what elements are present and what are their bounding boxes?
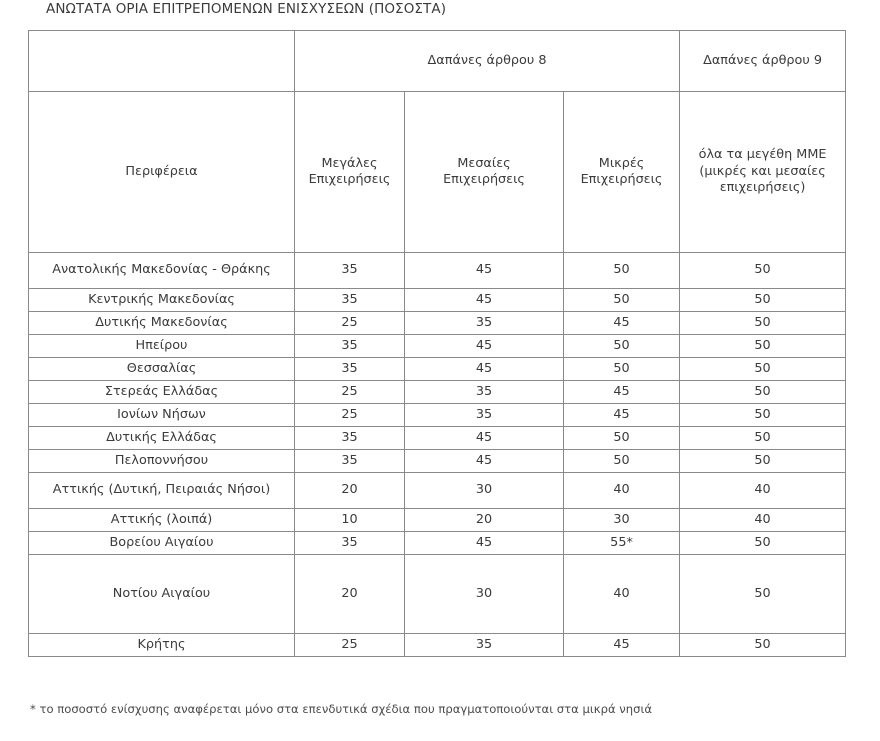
group-header-article8: Δαπάνες άρθρου 8: [295, 31, 680, 92]
cell-large: 10: [295, 509, 405, 532]
table-row: [29, 427, 846, 450]
cell-medium: 35: [405, 634, 564, 657]
cell-sme: 50: [680, 381, 846, 404]
cell-sme: 50: [680, 289, 846, 312]
cell-region: Κρήτης: [29, 634, 295, 657]
cell-medium: 45: [405, 427, 564, 450]
column-header-large-enterprises: [295, 92, 405, 253]
cell-large: 25: [295, 381, 405, 404]
cell-region: Θεσσαλίας: [29, 358, 295, 381]
cell-small: 50: [564, 289, 680, 312]
cell-region: Δυτικής Μακεδονίας: [29, 312, 295, 335]
table-row: [29, 532, 846, 555]
cell-sme: 40: [680, 509, 846, 532]
cell-small: 50: [564, 335, 680, 358]
cell-large: 25: [295, 404, 405, 427]
cell-region: Κεντρικής Μακεδονίας: [29, 289, 295, 312]
cell-sme: 50: [680, 335, 846, 358]
cell-sme: 50: [680, 312, 846, 335]
footnote: * το ποσοστό ενίσχυσης αναφέρεται μόνο στα επενδυτικά σχέδια που πραγματοποιούνται στα μικρά νησιά: [30, 702, 653, 716]
cell-medium: 30: [405, 555, 564, 634]
cell-small: 30: [564, 509, 680, 532]
cell-sme: 50: [680, 253, 846, 289]
column-header-small-enterprises: [564, 92, 680, 253]
group-header-article9: Δαπάνες άρθρου 9: [680, 31, 846, 92]
cell-medium: 45: [405, 253, 564, 289]
cell-large: 35: [295, 358, 405, 381]
cell-region: Νοτίου Αιγαίου: [29, 555, 295, 634]
cell-small: 50: [564, 427, 680, 450]
cell-small: 45: [564, 381, 680, 404]
cell-large: 35: [295, 450, 405, 473]
table-row: [29, 450, 846, 473]
table-row: [29, 555, 846, 634]
cell-small: 45: [564, 312, 680, 335]
cell-sme: 50: [680, 450, 846, 473]
cell-medium: 45: [405, 532, 564, 555]
cell-sme: 50: [680, 555, 846, 634]
cell-medium: 45: [405, 335, 564, 358]
cell-small: 50: [564, 450, 680, 473]
cell-medium: 30: [405, 473, 564, 509]
column-header-medium-line2: Επιχειρήσεις: [443, 172, 525, 187]
table-row: [29, 335, 846, 358]
cell-region: Βορείου Αιγαίου: [29, 532, 295, 555]
cell-region: Ανατολικής Μακεδονίας - Θράκης: [29, 253, 295, 289]
cell-small: 55*: [564, 532, 680, 555]
column-header-all-sme: [680, 92, 846, 253]
table-body: [29, 31, 846, 657]
cell-sme: 40: [680, 473, 846, 509]
cell-large: 35: [295, 289, 405, 312]
table-row: [29, 358, 846, 381]
cell-small: 50: [564, 358, 680, 381]
cell-medium: 35: [405, 312, 564, 335]
cell-small: 40: [564, 555, 680, 634]
cell-medium: 45: [405, 450, 564, 473]
aid-limits-table: [28, 30, 846, 657]
cell-region: Ηπείρου: [29, 335, 295, 358]
column-header-sme-line2: (μικρές και μεσαίες: [699, 163, 826, 179]
column-header-small-line2: Επιχειρήσεις: [580, 172, 663, 187]
column-header-medium-enterprises: [405, 92, 564, 253]
cell-large: 35: [295, 532, 405, 555]
column-header-sme-line1: όλα τα μεγέθη ΜΜΕ: [698, 147, 827, 163]
cell-large: 35: [295, 253, 405, 289]
cell-sme: 50: [680, 634, 846, 657]
cell-medium: 45: [405, 289, 564, 312]
column-header-medium-line1: Μεσαίες: [457, 155, 511, 171]
group-header-blank: [29, 31, 295, 92]
cell-sme: 50: [680, 358, 846, 381]
table-row: [29, 253, 846, 289]
cell-medium: 45: [405, 358, 564, 381]
cell-medium: 20: [405, 509, 564, 532]
cell-region: Πελοποννήσου: [29, 450, 295, 473]
table-row: [29, 312, 846, 335]
column-header-large-line2: Επιχειρήσεις: [308, 172, 391, 187]
cell-sme: 50: [680, 427, 846, 450]
cell-large: 20: [295, 555, 405, 634]
column-header-small-line1: Μικρές: [598, 155, 645, 171]
table-row: [29, 404, 846, 427]
table-row: [29, 634, 846, 657]
column-header-row: [29, 92, 846, 253]
cell-region: Ιονίων Νήσων: [29, 404, 295, 427]
cell-region: Αττικής (Δυτική, Πειραιάς Νήσοι): [29, 473, 295, 509]
cell-large: 25: [295, 634, 405, 657]
table-row: [29, 381, 846, 404]
cell-sme: 50: [680, 532, 846, 555]
cell-small: 50: [564, 253, 680, 289]
cell-medium: 35: [405, 381, 564, 404]
cell-large: 25: [295, 312, 405, 335]
cell-region: Στερεάς Ελλάδας: [29, 381, 295, 404]
page-title: ΑΝΩΤΑΤΑ ΟΡΙΑ ΕΠΙΤΡΕΠΟΜΕΝΩΝ ΕΝΙΣΧΥΣΕΩΝ (ΠΟΣΟΣΤΑ): [46, 1, 447, 17]
cell-small: 45: [564, 404, 680, 427]
cell-region: Αττικής (λοιπά): [29, 509, 295, 532]
column-header-large-line1: Μεγάλες: [321, 155, 378, 171]
cell-large: 20: [295, 473, 405, 509]
column-header-sme-line3: επιχειρήσεις): [719, 180, 806, 196]
cell-medium: 35: [405, 404, 564, 427]
column-header-region: Περιφέρεια: [29, 92, 295, 253]
cell-small: 40: [564, 473, 680, 509]
cell-large: 35: [295, 335, 405, 358]
group-header-row: [29, 31, 846, 92]
cell-small: 45: [564, 634, 680, 657]
table-row: [29, 289, 846, 312]
table-row: [29, 509, 846, 532]
table-row: [29, 473, 846, 509]
cell-large: 35: [295, 427, 405, 450]
cell-region: Δυτικής Ελλάδας: [29, 427, 295, 450]
cell-sme: 50: [680, 404, 846, 427]
